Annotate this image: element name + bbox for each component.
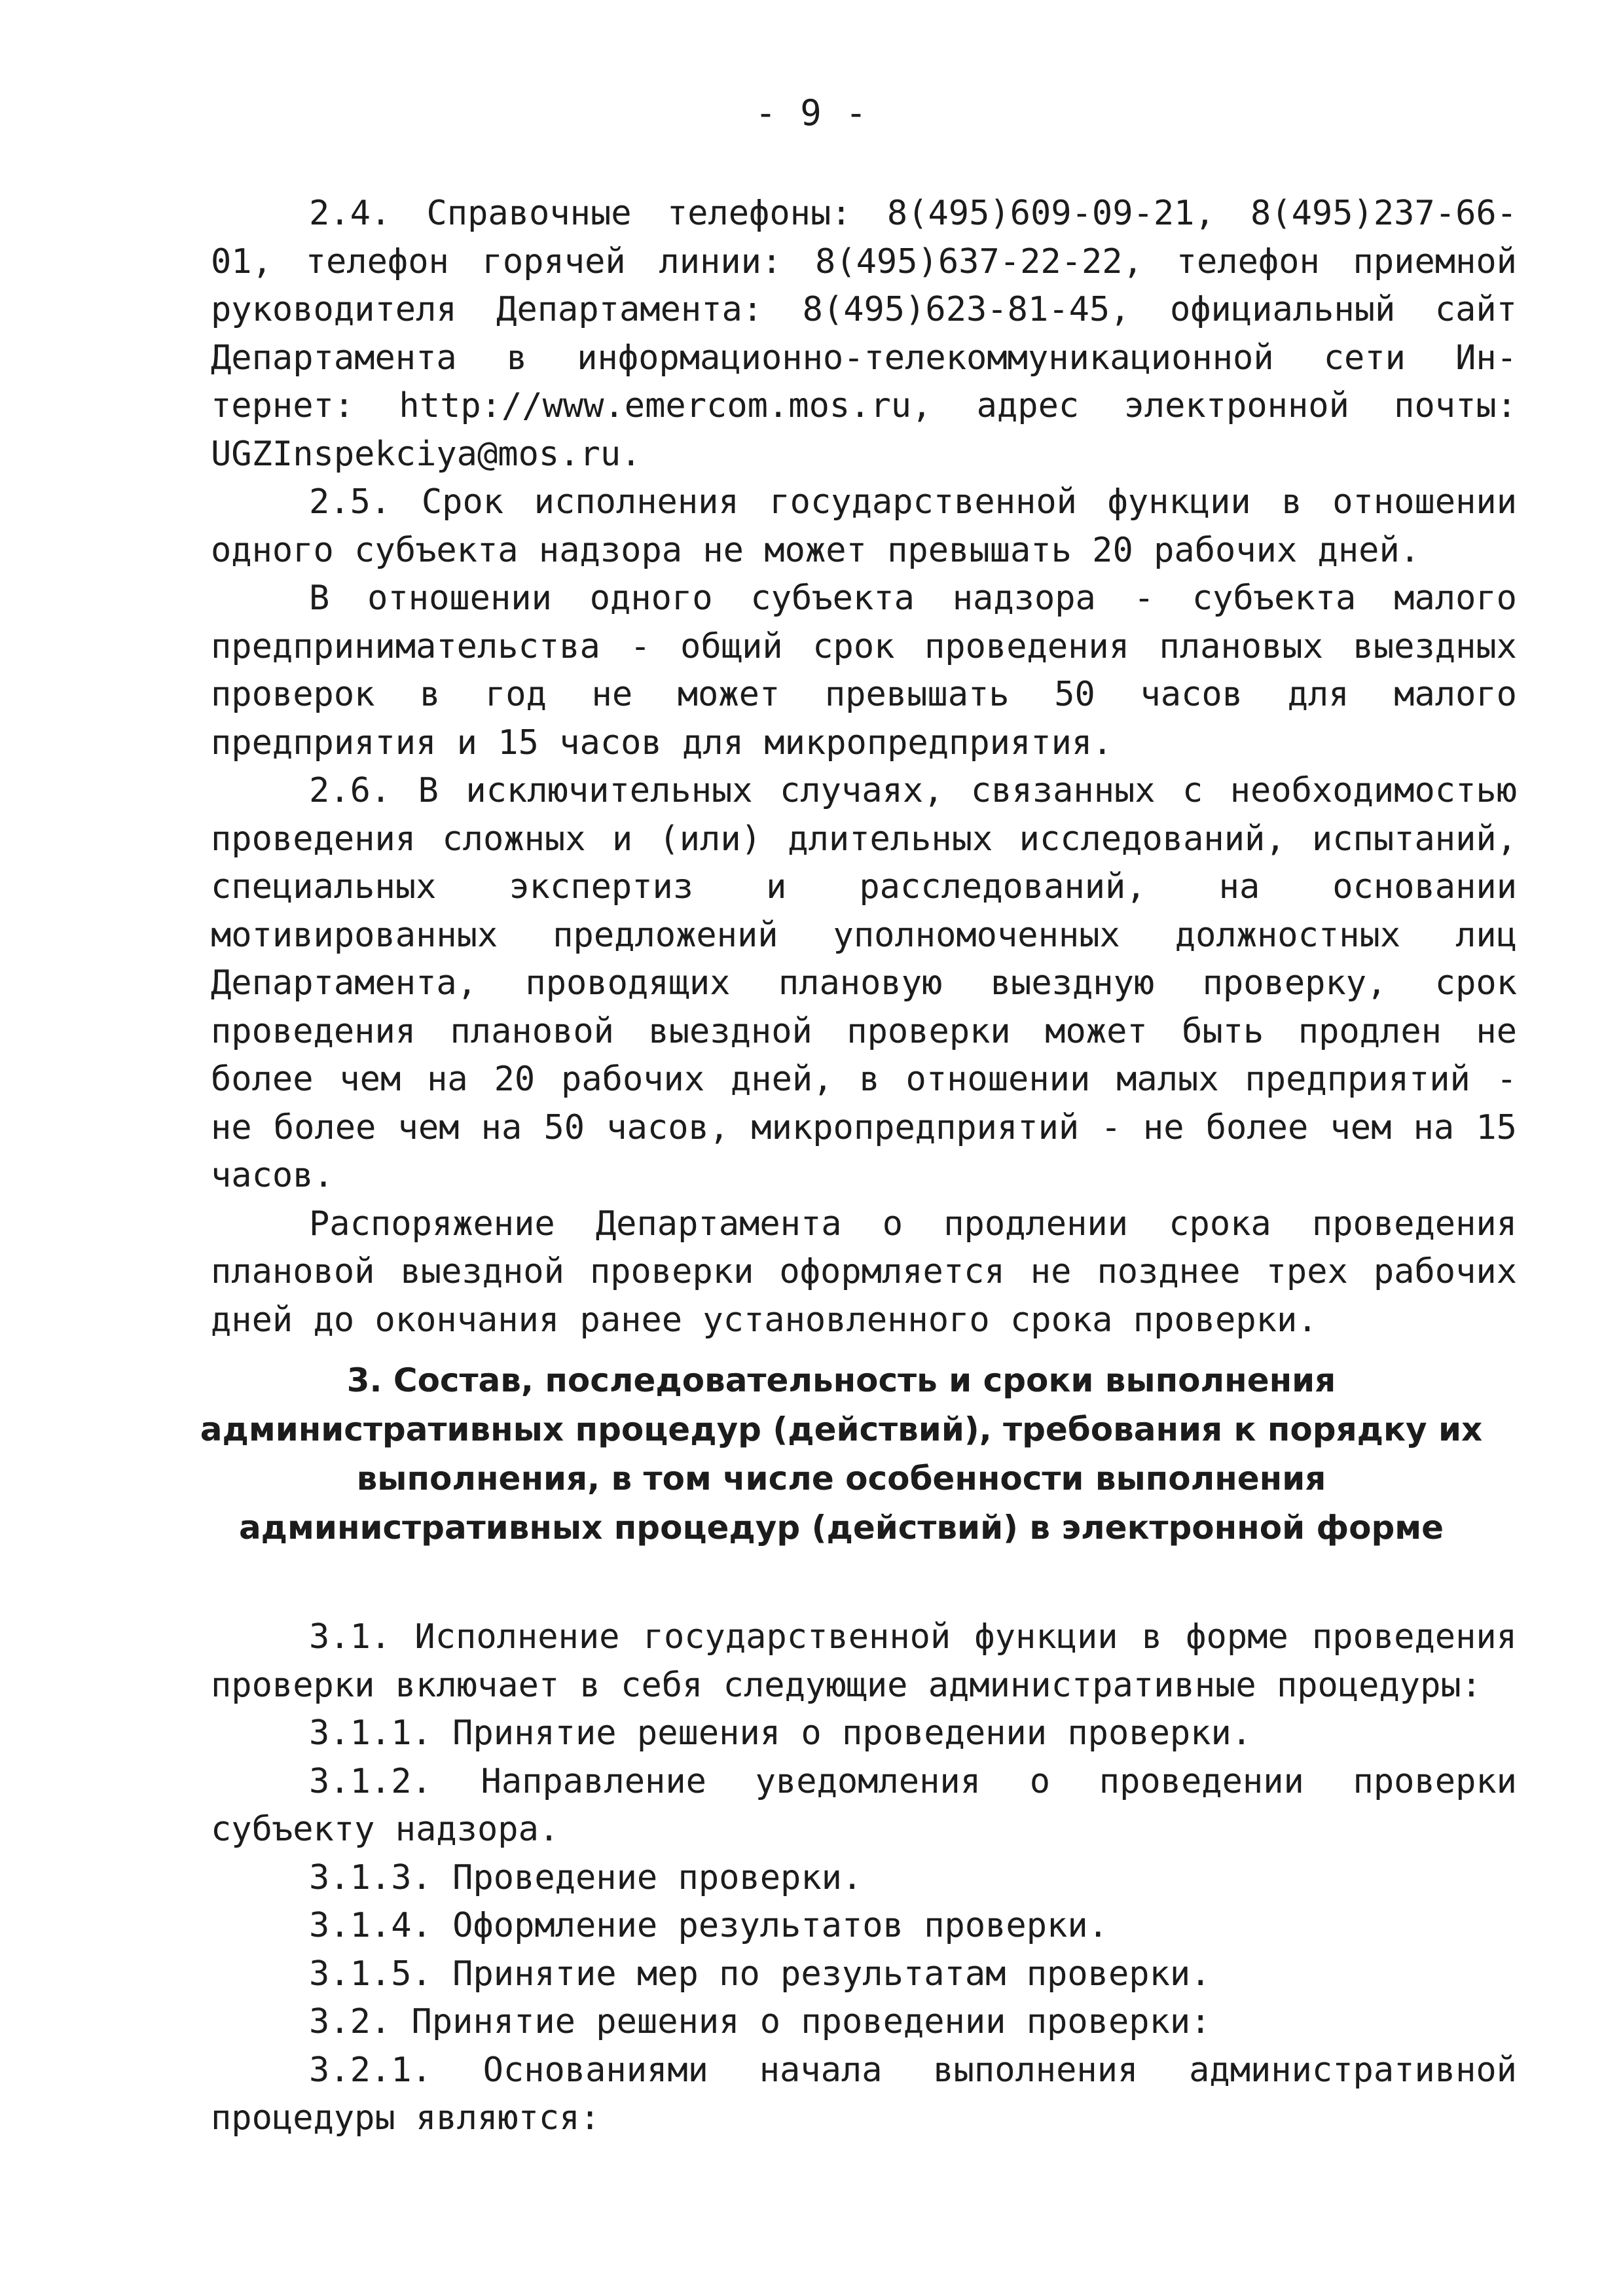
paragraph-3-1: 3.1. Исполнение государственной функции в форме проведения проверки включает в себя следующие административные процедуры: xyxy=(211,1617,1517,1705)
paragraph-extension-order: Распоряжение Департамента о продлении срока проведения плановой выездной проверки оформляется не позднее трех рабочих дней до окончания ранее установленного срока проверки. xyxy=(211,1204,1517,1340)
paragraph-small-business-limit: В отношении одного субъекта надзора - субъекта малого предпринимательства - общий срок проведения плановых выездных проверок в год не может превышать 50 часов для малого предприятия и 15 часов для микропредприятия. xyxy=(211,579,1517,762)
paragraph-2-5-execution-term: 2.5. Срок исполнения государственной функции в отношении одного субъекта надзора не может превышать 20 рабочих дней. xyxy=(211,482,1517,570)
paragraph-2-6-extension: 2.6. В исключительных случаях, связанных с необходимостью проведения сложных и (или) длительных исследований, испытаний, специальных экспертиз и расследований, на основании мотивированных предложений уполномоченных должностных лиц Департамента, проводящих плановую выездную проверку, срок проведения плановой выездной проверки может быть продлен не более чем на 20 рабочих дней, в отношении малых предприятий - не более чем на 50 часов, микропредприятий - не более чем на 15 часов. xyxy=(211,771,1517,1195)
paragraph-3-1-1: 3.1.1. Принятие решения о проведении проверки. xyxy=(309,1713,1252,1753)
paragraph-3-2-1: 3.2.1. Основаниями начала выполнения административной процедуры являются: xyxy=(211,2050,1517,2138)
paragraph-3-1-2: 3.1.2. Направление уведомления о проведении проверки субъекту надзора. xyxy=(211,1761,1517,1849)
section-2-continuation xyxy=(211,190,1517,1344)
paragraph-3-1-4: 3.1.4. Оформление результатов проверки. xyxy=(309,1906,1108,1945)
page-number: - 9 - xyxy=(755,92,868,134)
paragraph-3-1-3: 3.1.3. Проведение проверки. xyxy=(309,1857,863,1897)
paragraph-3-1-5: 3.1.5. Принятие мер по результатам проверки. xyxy=(309,1954,1211,1994)
section-3-body xyxy=(211,1613,1517,2143)
paragraph-2-4-contacts: 2.4. Справочные телефоны: 8(495)609-09-21, 8(495)237-66-01, телефон горячей линии: 8(495)637-22-22, телефон приемной руководителя Департамента: 8(495)623-81-45, официальный сайт Департамента в информационно-телекоммуникационной сети Интернет: http://www.emercom.mos.ru, адрес электронной почты: UGZInspekciya@mos.ru. xyxy=(211,194,1517,474)
paragraph-3-2: 3.2. Принятие решения о проведении проверки: xyxy=(309,2002,1211,2041)
section-3-heading: 3. Состав, последовательность и сроки выполнения административных процедур (действий), требования к порядку их выполнения, в том числе особенности выполнения административных процедур (действий) в электронной форме xyxy=(200,1361,1483,1547)
